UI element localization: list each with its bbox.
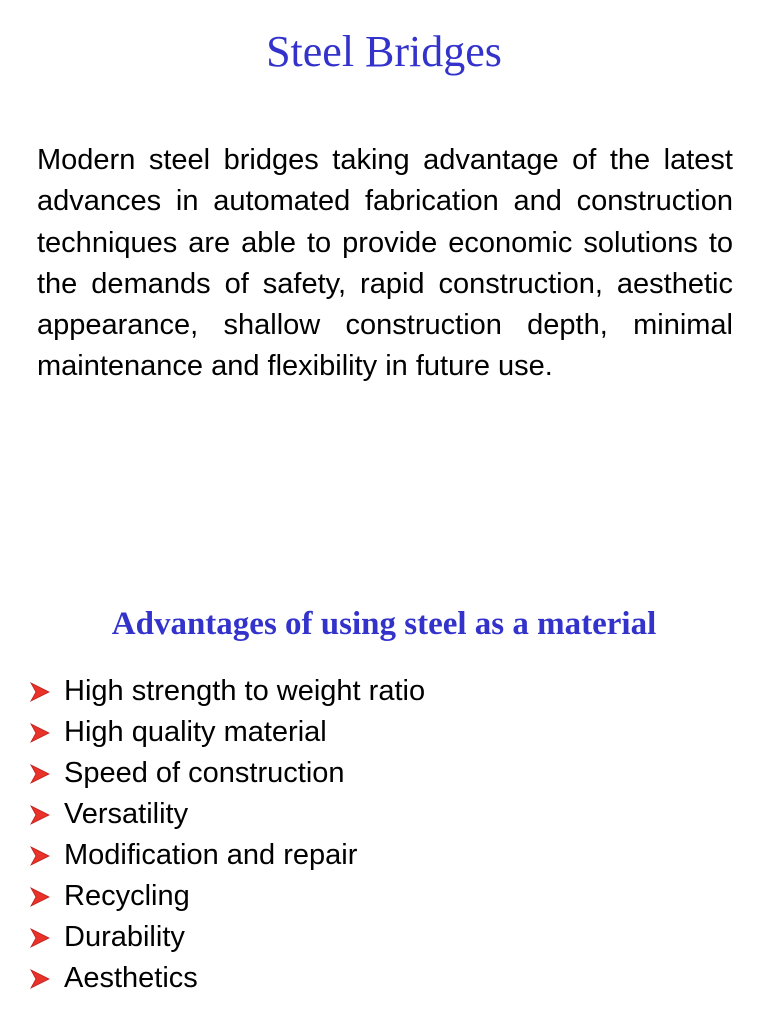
list-item: [30, 917, 425, 958]
list-item: [30, 671, 425, 712]
list-item: [30, 958, 425, 999]
arrowhead-bullet-icon: [30, 723, 50, 743]
list-item-label: Versatility: [64, 798, 189, 830]
list-item: [30, 712, 425, 753]
list-item-label: High strength to weight ratio: [64, 675, 426, 707]
list-item-label: Aesthetics: [64, 962, 198, 994]
intro-paragraph: Modern steel bridges taking advantage of the latest advances in automated fabrication and construction techniques are able to provide economic solutions to the demands of safety, rapid construction, aesthetic appearance, shallow construction depth, minimal maintenance and flexibility in future use.: [37, 144, 733, 383]
list-item: [30, 876, 425, 917]
list-item-label: Recycling: [64, 880, 190, 912]
arrowhead-bullet-icon: [30, 805, 50, 825]
arrowhead-bullet-icon: [30, 682, 50, 702]
advantages-list: [30, 671, 425, 999]
list-item-label: Speed of construction: [64, 757, 345, 789]
list-item-label: Durability: [64, 921, 185, 953]
list-item-label: High quality material: [64, 716, 327, 748]
slide-title: Steel Bridges: [266, 27, 502, 76]
arrowhead-bullet-icon: [30, 887, 50, 907]
arrowhead-bullet-icon: [30, 764, 50, 784]
list-item-label: Modification and repair: [64, 839, 358, 871]
arrowhead-bullet-icon: [30, 846, 50, 866]
list-item: [30, 794, 425, 835]
arrowhead-bullet-icon: [30, 969, 50, 989]
list-item: [30, 835, 425, 876]
list-item: [30, 753, 425, 794]
arrowhead-bullet-icon: [30, 928, 50, 948]
advantages-heading: Advantages of using steel as a material: [111, 606, 657, 642]
